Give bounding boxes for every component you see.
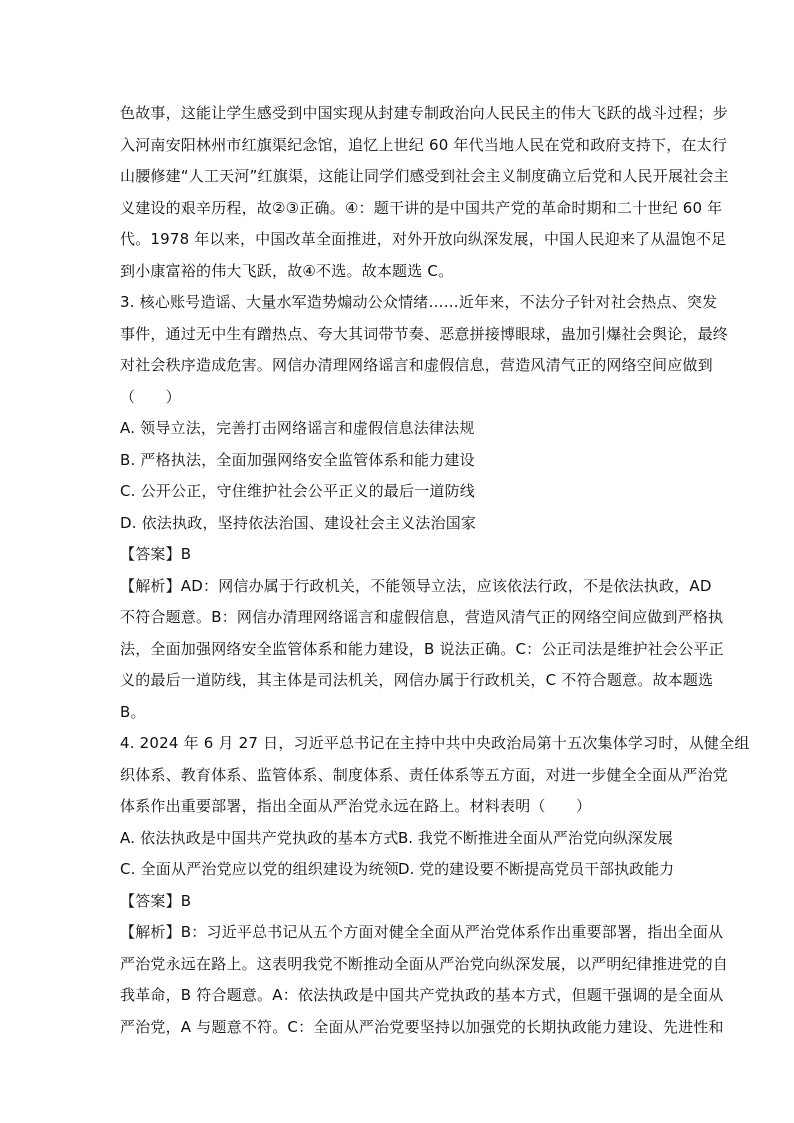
- analysis-line: 我革命，B 符合题意。A：依法执政是中国共产党执政的基本方式，但题干强调的是全面从: [120, 986, 724, 1004]
- analysis-line: 严治党，A 与题意不符。C：全面从严治党要坚持以加强党的长期执政能力建设、先进性和: [120, 1018, 724, 1036]
- option-a: A. 依法执政是中国共产党执政的基本方式: [120, 829, 399, 847]
- text-line: 义建设的艰辛历程，故②③正确。④：题干讲的是中国共产党的革命时期和二十世纪 60 年: [120, 199, 723, 217]
- text-line: 到小康富裕的伟大飞跃，故④不选。故本题选 C。: [120, 262, 454, 280]
- question-3-stem: 3. 核心账号造谣、大量水军造势煽动公众情绪……近年来，不法分子针对社会热点、突发: [120, 293, 718, 311]
- option-a: A. 领导立法，完善打击网络谣言和虚假信息法律法规: [120, 419, 475, 437]
- option-c: C. 全面从严治党应以党的组织建设为统领: [120, 860, 400, 878]
- analysis-line: 严治党永远在路上。这表明我党不断推动全面从严治党向纵深发展，以严明纪律推进党的自: [120, 955, 729, 973]
- text-line: 山腰修建“人工天河”红旗渠，这能让同学们感受到社会主义制度确立后党和人民开展社会主: [120, 167, 729, 185]
- text-line: 对社会秩序造成危害。网信办清理网络谣言和虚假信息，营造风清气正的网络空间应做到: [120, 356, 713, 374]
- option-b: B. 我党不断推进全面从严治党向纵深发展: [398, 829, 673, 847]
- option-d: D. 党的建设要不断提高党员干部执政能力: [398, 860, 675, 878]
- text-line: 体系作出重要部署，指出全面从严治党永远在路上。材料表明（ ）: [120, 797, 592, 815]
- analysis-line: 法，全面加强网络安全监管体系和能力建设，B 说法正确。C：公正司法是维护社会公平正: [120, 640, 724, 658]
- analysis-line: 【解析】B：习近平总书记从五个方面对健全全面从严治党体系作出重要部署，指出全面从: [120, 923, 724, 941]
- option-d: D. 依法执政，坚持依法治国、建设社会主义法治国家: [120, 514, 477, 532]
- text-line: 代。1978 年以来，中国改革全面推进，对外开放向纵深发展，中国人民迎来了从温饱不足: [120, 230, 727, 248]
- question-4-stem: 4. 2024 年 6 月 27 日，习近平总书记在主持中共中央政治局第十五次集体学习时，从健全组: [120, 734, 750, 752]
- text-line: 事件，通过无中生有蹭热点、夸大其词带节奏、恶意拼接博眼球，蛊加引爆社会舆论，最终: [120, 325, 729, 343]
- text-line: 织体系、教育体系、监管体系、制度体系、责任体系等五方面，对进一步健全全面从严治党: [120, 766, 729, 784]
- analysis-line: 义的最后一道防线，其主体是司法机关，网信办属于行政机关，C 不符合题意。故本题选: [120, 671, 714, 689]
- answer-blank: （ ）: [120, 388, 181, 406]
- analysis-line: 不符合题意。B：网信办清理网络谣言和虚假信息，营造风清气正的网络空间应做到严格执: [120, 608, 724, 626]
- answer-label: 【答案】B: [120, 892, 192, 910]
- option-c: C. 公开公正，守住维护社会公平正义的最后一道防线: [120, 482, 476, 500]
- analysis-line: 【解析】AD：网信办属于行政机关，不能领导立法，应该依法行政，不是依法执政，AD: [120, 577, 712, 595]
- text-line: 色故事，这能让学生感受到中国实现从封建专制政治向人民民主的伟大飞跃的战斗过程；步: [120, 104, 729, 122]
- analysis-line: B。: [120, 703, 146, 721]
- text-line: 入河南安阳林州市红旗渠纪念馆，追忆上世纪 60 年代当地人民在党和政府支持下，在太行: [120, 136, 728, 154]
- answer-label: 【答案】B: [120, 545, 192, 563]
- option-b: B. 严格执法，全面加强网络安全监管体系和能力建设: [120, 451, 475, 469]
